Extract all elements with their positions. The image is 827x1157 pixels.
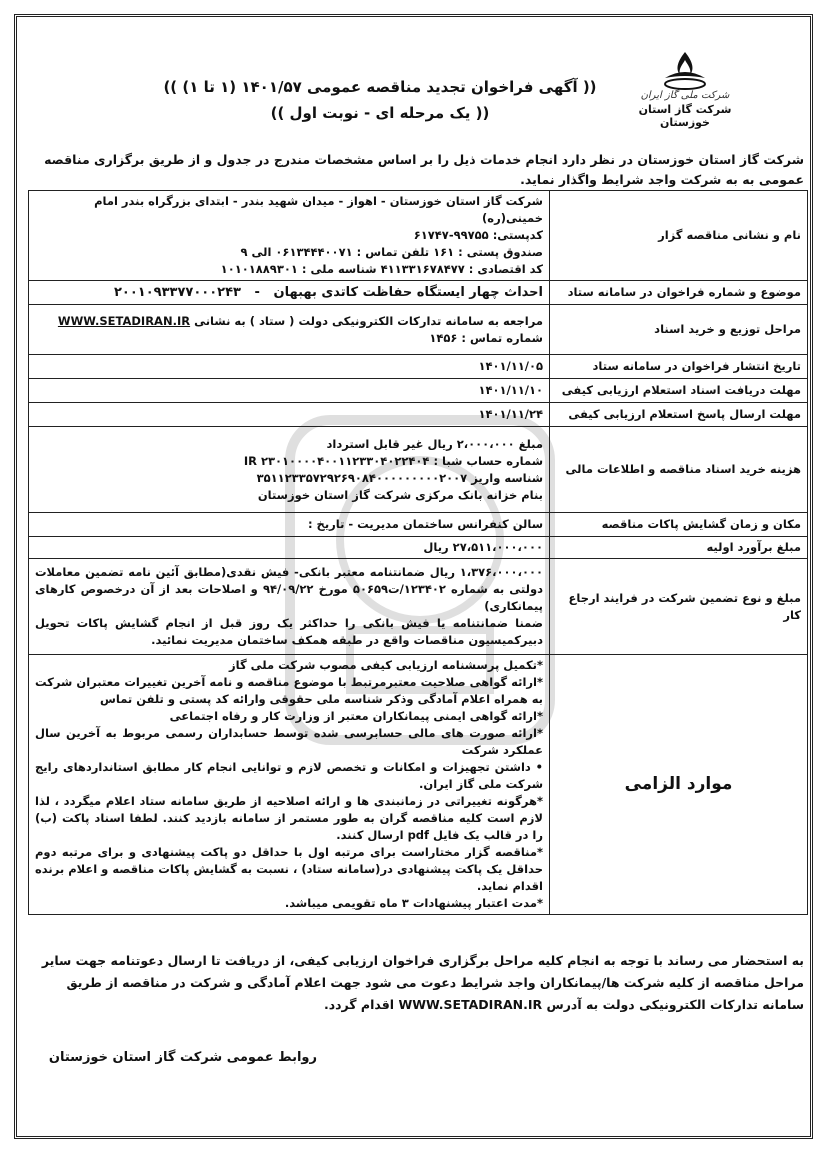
row-subject [29, 281, 808, 305]
footer-text: به استحضار می رساند با توجه به انجام کلیه مراحل برگزاری فراخوان ارزیابی کیفی، از دریافت تا ارسال دعوتنامه جهت سایر مراحل مناقصه از کلیه شرکت ها/پیمانکاران واجد شرایط دعوت می شود جهت اعلام آمادگی و شرکت در مناقصه از طریق سامانه تدارکات الکترونیکی دولت به آدرس [41, 953, 804, 1012]
row-estimate [29, 537, 808, 559]
value-organizer [29, 191, 550, 281]
value-fees [29, 427, 550, 513]
requirement-item: *ارائه گواهی ایمنی پیمانکاران معتبر از وزارت کار و رفاه اجتماعی [169, 709, 543, 723]
footer-tail: اقدام گردد. [323, 997, 395, 1012]
value-opening: سالن کنفرانس ساختمان مدیریت - تاریخ : [29, 513, 550, 537]
organizer-phone: صندوق پستی : ۱۶۱ تلفن تماس : ۰۶۱۳۴۴۴۰۰۷۱ الی ۹ [240, 245, 543, 259]
label-estimate: مبلغ برآورد اولیه [550, 537, 808, 559]
requirement-item: *مناقصه گزار مختاراست برای مرتبه اول با حداقل دو پاکت پیشنهادی و برای مرتبه دوم حداقل یک پاکت پیشنهادی در(سامانه ستاد) ، نسبت به گشایش پاکات مناقصه و اعلام برنده اقدام نماید. [34, 845, 543, 893]
footer-paragraph [34, 950, 804, 1016]
value-requirements [29, 655, 550, 915]
row-distribution [29, 305, 808, 355]
label-receive-deadline: مهلت دریافت اسناد استعلام ارزیابی کیفی [550, 379, 808, 403]
distribution-text: مراجعه به سامانه تدارکات الکترونیکی دولت ( ستاد ) به نشانی [194, 313, 543, 328]
requirement-item: *تکمیل پرسشنامه ارزیابی کیفی مصوب شرکت ملی گاز [229, 658, 543, 672]
requirement-item: *هرگونه تغییراتی در زمانبندی ها و ارائه اصلاحیه از طریق سامانه ستاد اعلام میگردد ، لذا لازم است کلیه مناقصه گران به طور مستمر از سامانه بازدید کنند. لطفا اسناد پاکت (ب) را در قالب یک فایل pdf ارسال کنند. [35, 794, 543, 842]
label-subject: موضوع و شماره فراخوان در سامانه ستاد [550, 281, 808, 305]
value-subject: احداث چهار ایستگاه حفاظت کاتدی بهبهان - ۲۰۰۱۰۹۳۳۷۷۰۰۰۲۴۳ [29, 281, 550, 305]
label-fees: هزینه خرید اسناد مناقصه و اطلاعات مالی [550, 427, 808, 513]
announcement-title [160, 74, 600, 126]
requirement-item: *مدت اعتبار پیشنهادات ۳ ماه تقویمی میباشد. [284, 896, 543, 910]
organizer-address: شرکت گاز استان خوزستان - اهواز - میدان شهید بندر - ابتدای بزرگراه بندر امام خمینی(ره) [94, 194, 543, 225]
fee-deposit-id: شناسه واریز ۳۵۱۱۲۳۳۵۷۲۹۲۶۹۰۸۴۰۰۰۰۰۰۰۰۰۲۰۰۷ [256, 470, 543, 485]
signature: روابط عمومی شرکت گاز استان خوزستان [48, 1050, 317, 1065]
logo-subtitle: شرکت ملی گاز ایران [640, 90, 730, 101]
row-receive-deadline [29, 379, 808, 403]
row-response-deadline [29, 403, 808, 427]
row-guarantee [29, 559, 808, 655]
subject-text: احداث چهار ایستگاه حفاظت کاتدی بهبهان [273, 285, 543, 300]
row-requirements [29, 655, 808, 915]
label-opening: مکان و زمان گشایش پاکات مناقصه [550, 513, 808, 537]
setad-link[interactable]: WWW.SETADIRAN.IR [57, 313, 191, 328]
title-line-1: (( آگهی فراخوان تجدید مناقصه عمومی ۱۴۰۱/۵۷ (۱ تا ۱) )) [163, 78, 597, 96]
fee-sheba: شماره حساب شبا : IR ۲۳۰۱۰۰۰۰۴۰۰۱۱۲۳۳۰۴۰۲۲۴۰۴ [243, 453, 543, 468]
guarantee-note: ضمنا ضمانتنامه یا فیش بانکی را حداکثر یک روز قبل از انجام گشایش پاکات تحویل دبیرکمیسیون مناقصات واقع در طبقه همکف ساختمان مدیریت نمائید. [35, 616, 543, 647]
requirement-item: *ارائه صورت های مالی حسابرسی شده توسط حسابداران رسمی مربوط به آخرین سال عملکرد شرکت [35, 726, 543, 757]
guarantee-amount: ۱،۳۷۶،۰۰۰،۰۰۰ ریال ضمانتنامه معتبر بانکی- فیش نقدی(مطابق آئین نامه تضمین معاملات دولتی به شماره ۱۲۳۴۰۲/ت۵۰۶۵۹ مورخ ۹۴/۰۹/۲۲ و اصلاحات بعد از آن درخصوص کارهای پیمانکاری) [35, 565, 543, 613]
row-organizer [29, 191, 808, 281]
value-publish-date: ۱۴۰۱/۱۱/۰۵ [29, 355, 550, 379]
row-opening [29, 513, 808, 537]
logo-company-name: شرکت گاز استان خوزستان [638, 103, 732, 129]
value-distribution [29, 305, 550, 355]
label-response-deadline: مهلت ارسال پاسخ استعلام ارزیابی کیفی [550, 403, 808, 427]
company-logo [630, 48, 740, 128]
value-response-deadline: ۱۴۰۱/۱۱/۲۴ [29, 403, 550, 427]
requirement-item: *ارائه گواهی صلاحیت معتبرمرتبط با موضوع مناقصه و نامه آخرین تغییرات معتبران شرکت به همراه اعلام آمادگی وذکر شناسه ملی حقوقی وارائه کد پستی و تلفن تماس [35, 675, 543, 706]
value-guarantee [29, 559, 550, 655]
label-organizer: نام و نشانی مناقصه گزار [550, 191, 808, 281]
tender-details-table [28, 190, 808, 915]
title-line-2: (( یک مرحله ای - نوبت اول )) [270, 104, 490, 122]
distribution-phone: شماره تماس : ۱۴۵۶ [429, 330, 543, 345]
tender-number: ۲۰۰۱۰۹۳۳۷۷۰۰۰۲۴۳ [114, 285, 241, 300]
label-requirements: موارد الزامی [550, 655, 808, 915]
requirement-item: • داشتن تجهیزات و امکانات و تخصص لازم و توانایی انجام کار مطابق استانداردهای رایج شرکت ملی گاز ایران. [35, 760, 543, 791]
label-distribution: مراحل توزیع و خرید اسناد [550, 305, 808, 355]
footer-setad-link[interactable]: WWW.SETADIRAN.IR [398, 997, 543, 1012]
fee-account-name: بنام خزانه بانک مرکزی شرکت گاز استان خوزستان [257, 487, 543, 502]
fee-amount: مبلغ ۲،۰۰۰،۰۰۰ ریال غیر قابل استرداد [326, 436, 543, 451]
label-publish-date: تاریخ انتشار فراخوان در سامانه ستاد [550, 355, 808, 379]
flame-logo-icon [655, 48, 715, 92]
organizer-economic-code: کد اقتصادی : ۴۱۱۳۳۱۶۷۸۴۷۷ شناسه ملی : ۱۰۱۰۱۸۸۹۳۰۱ [220, 262, 543, 276]
label-guarantee: مبلغ و نوع تضمین شرکت در فرایند ارجاع کار [550, 559, 808, 655]
value-estimate: ۲۷،۵۱۱،۰۰۰،۰۰۰ ریال [29, 537, 550, 559]
row-fees [29, 427, 808, 513]
row-publish-date [29, 355, 808, 379]
organizer-postcode: کدپستی: ۹۹۷۵۵-۶۱۷۴۷ [413, 228, 543, 242]
intro-paragraph: شرکت گاز استان خوزستان در نظر دارد انجام خدمات ذیل را بر اساس مشخصات مندرج در جدول و از طریق برگزاری مناقصه عمومی به به شرکت واجد شرایط واگذار نماید. [44, 152, 804, 187]
value-receive-deadline: ۱۴۰۱/۱۱/۱۰ [29, 379, 550, 403]
